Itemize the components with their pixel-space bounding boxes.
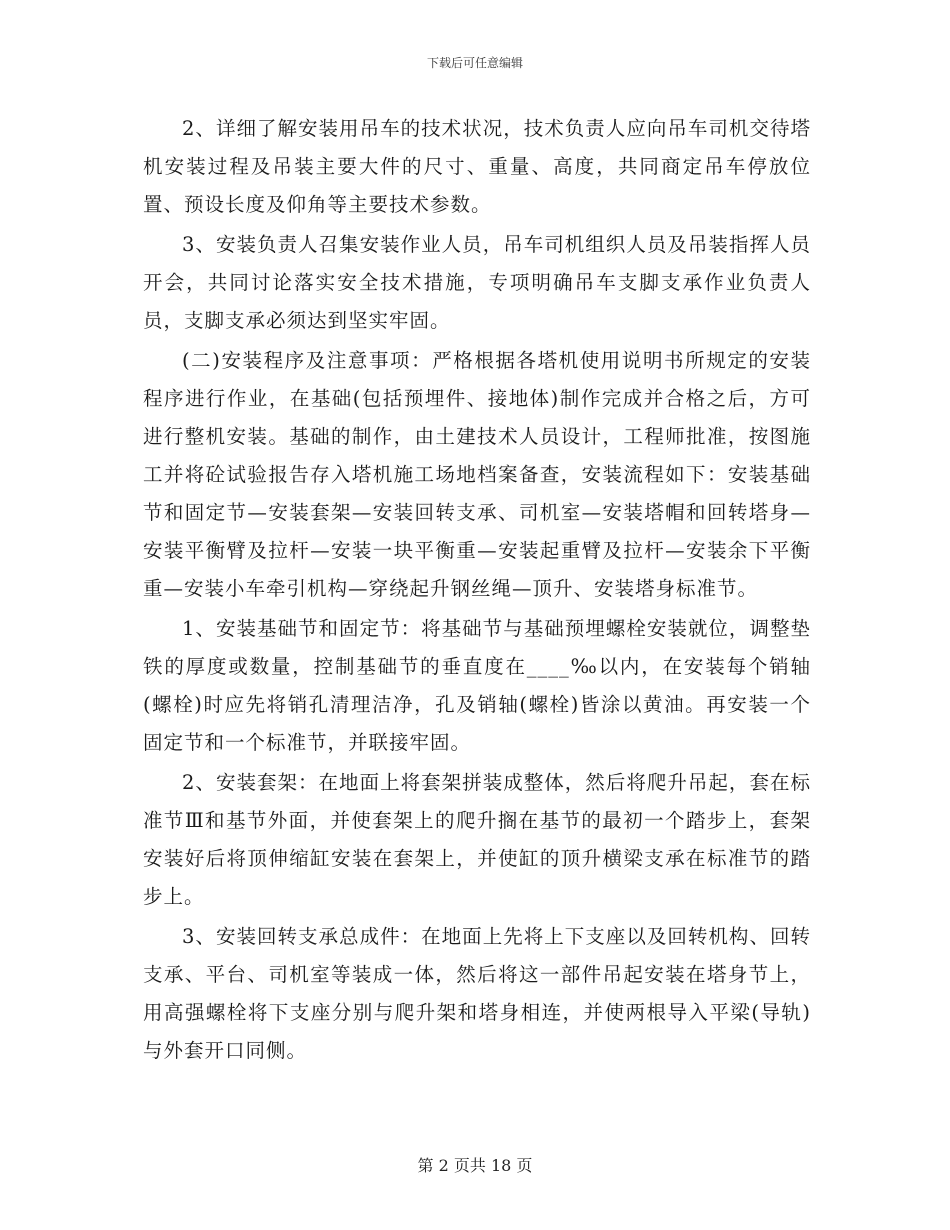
paragraph-crane-technical-status: 2、详细了解安装用吊车的技术状况，技术负责人应向吊车司机交待塔机安装过程及吊装主要大件的尺寸、重量、高度，共同商定吊车停放位置、预设长度及仰角等主要技术参数。 bbox=[143, 117, 811, 216]
page-number: 第 2 页共 18 页 bbox=[417, 1156, 533, 1175]
paragraph-installation-procedure: (二)安装程序及注意事项：严格根据各塔机使用说明书所规定的安装程序进行作业，在基础(包括预埋件、接地体)制作完成并合格之后，方可进行整机安装。基础的制作，由土建技术人员设计，工程师批准，按图施工并将砼试验报告存入塔机施工场地档案备查，安装流程如下：安装基础节和固定节—安装套架—安装回转支承、司机室—安装塔帽和回转塔身—安装平衡臂及拉杆—安装一块平衡重—安装起重臂及拉杆—安装余下平衡重—安装小车牵引机构—穿绕起升钢丝绳—顶升、安装塔身标准节。 bbox=[143, 349, 811, 600]
page-header: 下载后可任意编辑 bbox=[426, 56, 523, 70]
paragraph-installation-meeting: 3、安装负责人召集安装作业人员，吊车司机组织人员及吊装指挥人员开会，共同讨论落实安全技术措施，专项明确吊车支脚支承作业负责人员，支脚支承必须达到坚实牢固。 bbox=[143, 233, 811, 332]
document-body bbox=[143, 110, 811, 1072]
paragraph-slewing-assembly: 3、安装回转支承总成件：在地面上先将上下支座以及回转机构、回转支承、平台、司机室等装成一体，然后将这一部件吊起安装在塔身节上，用高强螺栓将下支座分别与爬升架和塔身相连，并使两根导入平梁(导轨)与外套开口同侧。 bbox=[143, 925, 811, 1062]
paragraph-base-section: 1、安装基础节和固定节：将基础节与基础预埋螺栓安装就位，调整垫铁的厚度或数量，控制基础节的垂直度在____‰以内，在安装每个销轴(螺栓)时应先将销孔清理洁净，孔及销轴(螺栓)皆涂以黄油。再安装一个固定节和一个标准节，并联接牢固。 bbox=[143, 617, 811, 754]
paragraph-sleeve-frame: 2、安装套架：在地面上将套架拼装成整体，然后将爬升吊起，套在标准节Ⅲ和基节外面，并使套架上的爬升搁在基节的最初一个踏步上，套架安装好后将顶伸缩缸安装在套架上，并使缸的顶升横梁支承在标准节的踏步上。 bbox=[143, 771, 811, 908]
